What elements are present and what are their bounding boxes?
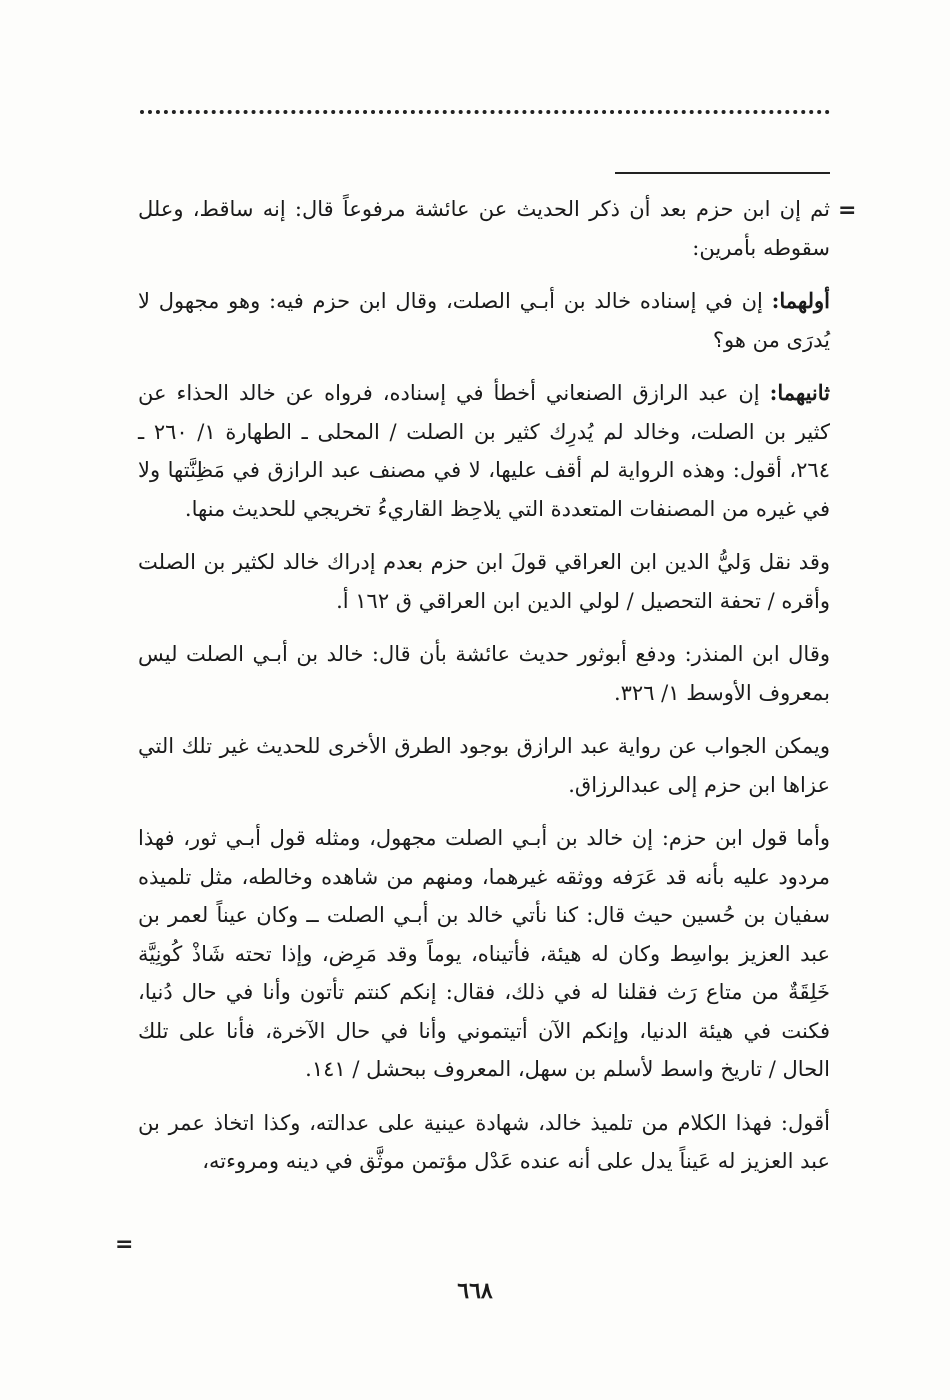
paragraph-text: وقد نقل وَليُّ الدين ابن العراقي قولَ ابن حزم بعدم إدراك خالد لكثير بن الصلت وأقره / تحفة التحصيل / لولي الدين ابن العراقي ق ١٦٢ أ. [138,550,830,613]
dotted-separator [140,110,830,114]
footnote-text [138,190,830,1196]
paragraph-lead: أولهما: [771,288,830,313]
paragraph-5 [138,635,830,712]
paragraph-7 [138,819,830,1089]
paragraph-text: إن في إسناده خالد بن أبـي الصلت، وقال ابن حزم فيه: وهو مجهول لا يُدرَى من هو؟ [138,289,830,352]
page-number: ٦٦٨ [457,1278,493,1304]
footnote-rule [615,172,830,174]
paragraph-6 [138,727,830,804]
paragraph-2 [138,282,830,359]
paragraph-text: وقال ابن المنذر: ودفع أبوثور حديث عائشة بأن قال: خالد بن أبـي الصلت ليس بمعروف الأوسط ١/ ٣٢٦. [138,642,830,705]
continuation-mark-top: = [838,198,857,223]
paragraph-text: أقول: فهذا الكلام من تلميذ خالد، شهادة عينية على عدالته، وكذا اتخاذ عمر بن عبد العزيز له عَيناً يدل على أنه عنده عَدْل مؤتمن موثَّق في دينه ومروءته، [138,1110,830,1173]
paragraph-3 [138,374,830,528]
continuation-mark-bottom: = [115,1232,134,1257]
paragraph-lead: ثانيهما: [769,380,830,405]
paragraph-8 [138,1104,830,1181]
paragraph-text: إن عبد الرازق الصنعاني أخطأ في إسناده، فرواه عن خالد الحذاء عن كثير بن الصلت، وخالد لم يُدرِك كثير بن الصلت / المحلى ـ الطهارة ١/ ٢٦٠ ـ ٢٦٤، أقول: وهذه الرواية لم أقف عليها، لا في مصنف عبد الرازق في مَظِنَّتها ولا في غيره من المصنفات المتعددة التي يلاحِظ القاريءُ تخريجي للحديث منها. [138,381,831,521]
paragraph-text: وأما قول ابن حزم: إن خالد بن أبـي الصلت مجهول، ومثله قول أبـي ثور، فهذا مردود عليه بأنه قد عَرَفه ووثقه غيرهما، ومنهم من شاهده وخالطه، مثل تلميذه سفيان بن حُسين حيث قال: كنا نأتي خالد بن أبـي الصلت ــ وكان عيناً لعمر بن عبد العزيز بواسِط وكان له هيئة، فأتيناه، يوماً وقد مَرِض، وإذا تحته شَاذْ كُونِيَّة خَلِقَةٌ من متاع رَث فقلنا له في ذلك، فقال: إنكم كنتم تأتون وأنا في حال دُنيا، فكنت في هيئة الدنيا، وإنكم الآن أتيتموني وأنا في حال الآخرة، فأنا على تلك الحال / تاريخ واسط لأسلم بن سهل، المعروف ببحشل / ١٤١. [138,826,830,1081]
paragraph-text: ويمكن الجواب عن رواية عبد الرازق بوجود الطرق الأخرى للحديث غير تلك التي عزاها ابن حزم إلى عبدالرزاق. [138,734,830,797]
paragraph-text: ثم إن ابن حزم بعد أن ذكر الحديث عن عائشة مرفوعاً قال: إنه ساقط، وعلل سقوطه بأمرين: [138,197,830,260]
paragraph-4 [138,543,830,620]
paragraph-1 [138,190,830,267]
